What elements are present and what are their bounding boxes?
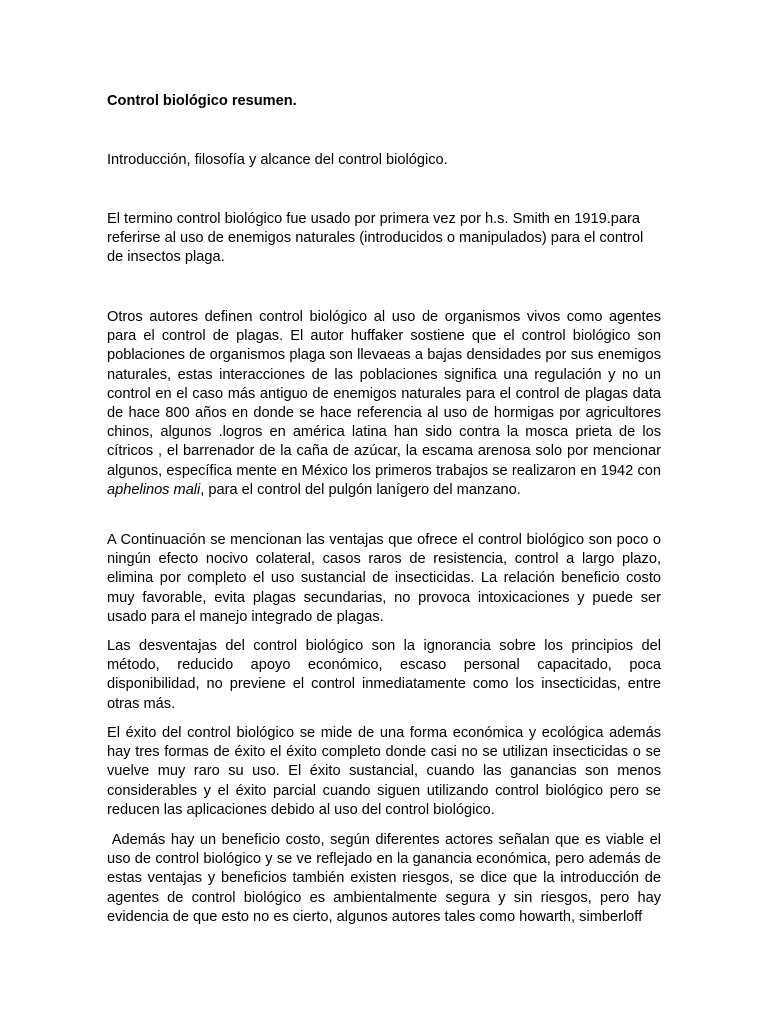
paragraph-cost-benefit: [107, 831, 661, 927]
section-heading: Introducción, filosofía y alcance del control biológico.: [107, 152, 448, 168]
paragraph-other-authors-text: Otros autores definen control biológico al uso de organismos vivos como agentes para el control de plagas. El autor huffaker sostiene que el control biológico son poblaciones de organismos plaga son llevaeas a bajas densidades por sus enemigos naturales, estas interacciones de las poblaciones significa una regulación y no un control en el caso más antiguo de enemigos naturales para el control de plagas data de hace 800 años en donde se hace referencia al uso de hormigas por agricultores chinos, algunos .logros en américa latina han sido contra la mosca prieta de los cítricos , el barrenador de la caña de azúcar, la escama arenosa solo por mencionar algunos, específica mente en México los primeros trabajos se realizaron en 1942 con: [107, 309, 661, 479]
paragraph-success: El éxito del control biológico se mide de una forma económica y ecológica además hay tres formas de éxito el éxito completo donde casi no se utilizan insecticidas o se vuelve muy raro su uso. El éxito sustancial, cuando las ganancias son menos considerables y el éxito parcial cuando siguen utilizando control biológico pero se reducen las aplicaciones debido al uso del control biológico.: [107, 725, 661, 818]
paragraph-other-authors: [107, 308, 661, 500]
paragraph-cost-benefit-text: Además hay un beneficio costo, según diferentes actores señalan que es viable el uso de control biológico y se ve reflejado en la ganancia económica, pero además de estas ventajas y beneficios también existen riesgos, se dice que la introducción de agentes de control biológico es ambientalmente segura y sin riesgos, pero hay evidencia de que esto no es cierto, algunos autores tales como howarth, simberloff: [107, 832, 662, 925]
paragraph-other-authors-tail: , para el control del pulgón lanígero del manzano.: [200, 481, 521, 498]
paragraph-definition: El termino control biológico fue usado por primera vez por h.s. Smith en 1919.para referirse al uso de enemigos naturales (introducidos o manipulados) para el control de insectos plaga.: [107, 211, 644, 266]
document-title: Control biológico resumen.: [107, 93, 297, 109]
paragraph-advantages: A Continuación se mencionan las ventajas que ofrece el control biológico son poco o ningún efecto nocivo colateral, casos raros de resistencia, control a largo plazo, elimina por completo el uso sustancial de insecticidas. La relación beneficio costo muy favorable, evita plagas secundarias, no provoca intoxicaciones y puede ser usado para el manejo integrado de plagas.: [107, 532, 661, 625]
species-name: aphelinos mali: [107, 481, 201, 498]
paragraph-disadvantages: Las desventajas del control biológico son la ignorancia sobre los principios del método, reducido apoyo económico, escaso personal capacitado, poca disponibilidad, no previene el control inmediatamente como los insecticidas, entre otras más.: [107, 638, 661, 712]
